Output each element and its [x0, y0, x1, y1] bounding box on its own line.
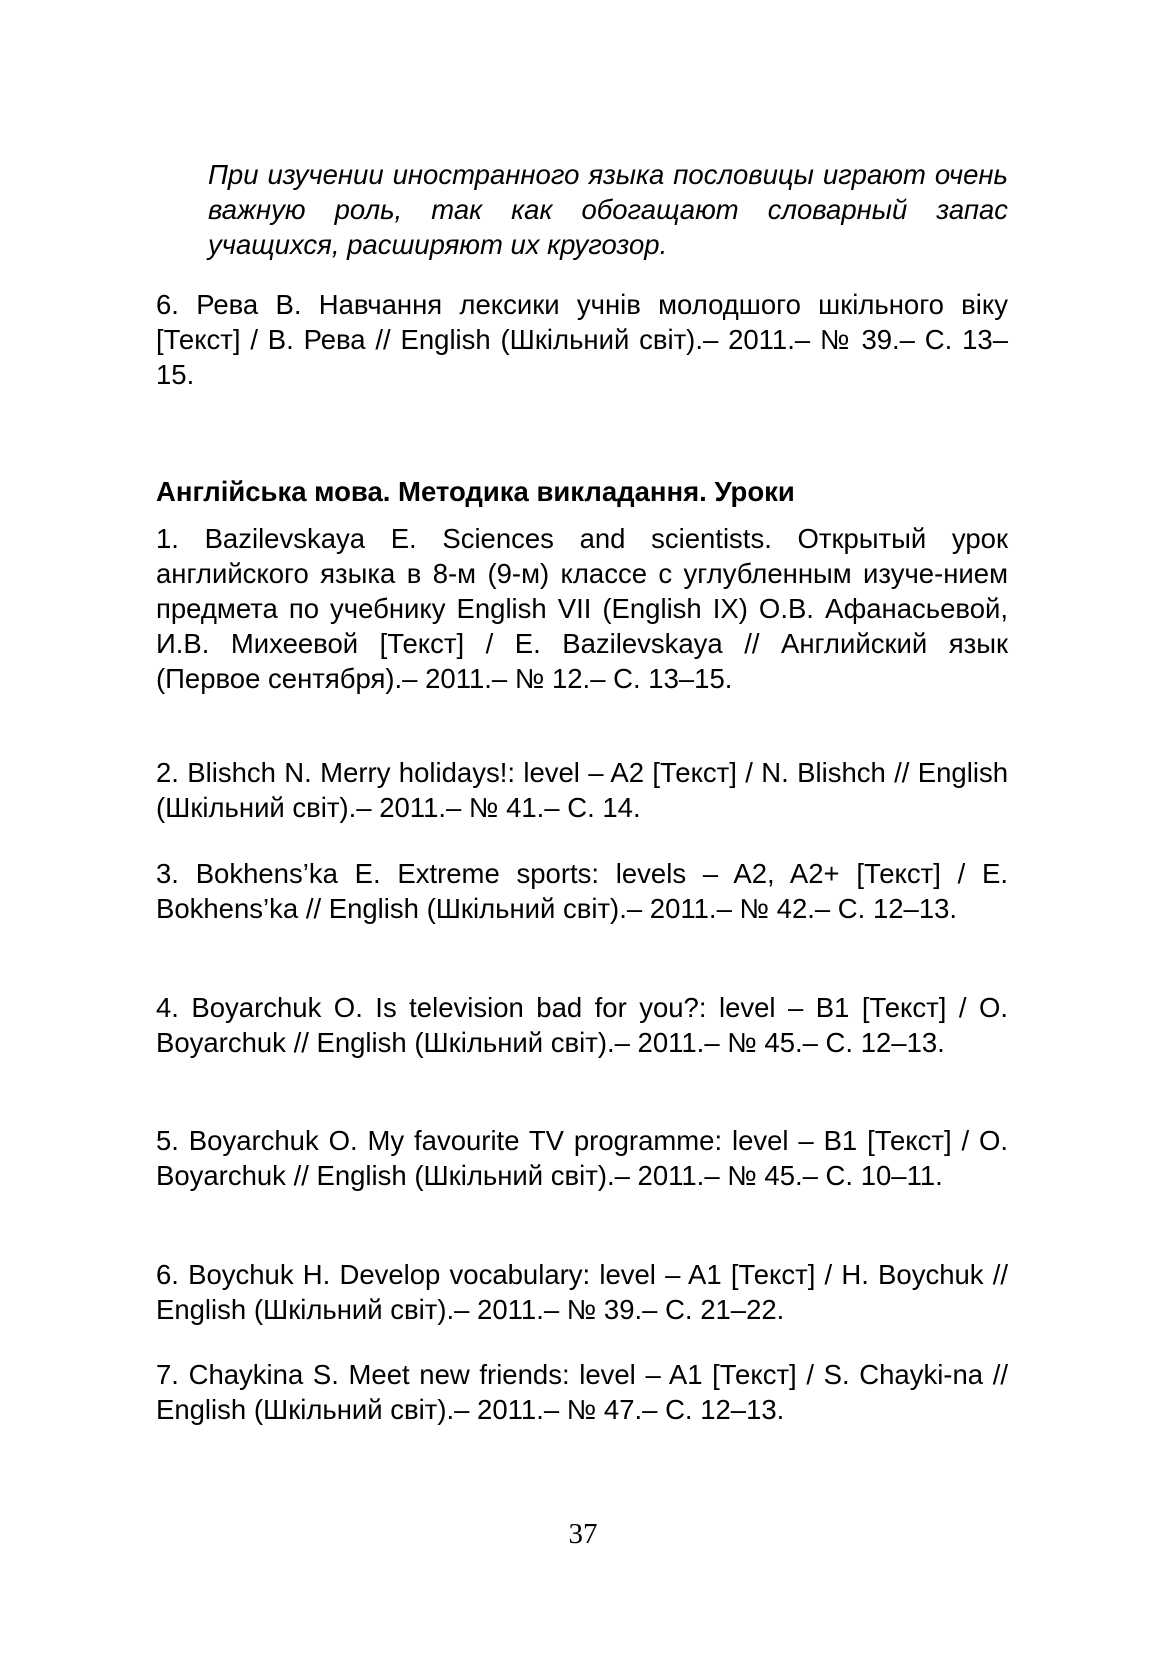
- section-heading: Англійська мова. Методика викладання. Уроки: [156, 476, 795, 507]
- quote-paragraph: При изучении иностранного языка пословицы играют очень важную роль, так как обогащают словарный запас учащихся, расширяют их кругозор.: [208, 159, 1008, 260]
- bibliography-entry: 7. Chaykina S. Meet new friends: level – A1 [Текст] / S. Chayki-na // English (Шкільний світ).– 2011.– № 47.– С. 12–13.: [156, 1359, 1008, 1425]
- bibliography-entry: 6. Рева В. Навчання лексики учнів молодшого шкільного віку [Текст] / В. Рева // English (Шкільний світ).– 2011.– № 39.– С. 13–15.: [156, 289, 1008, 390]
- bibliography-entry: 6. Boychuk H. Develop vocabulary: level – A1 [Текст] / H. Boychuk // English (Шкільний світ).– 2011.– № 39.– С. 21–22.: [156, 1259, 1008, 1325]
- bibliography-entry: 5. Boyarchuk O. My favourite TV programme: level – B1 [Текст] / O. Boyarchuk // English (Шкільний світ).– 2011.– № 45.– С. 10–11.: [156, 1125, 1008, 1191]
- bibliography-entry: 3. Bokhens’ka E. Extreme sports: levels – A2, A2+ [Текст] / E. Bokhens’ka // English (Шкільний світ).– 2011.– № 42.– С. 12–13.: [156, 858, 1008, 924]
- bibliography-entry: 2. Blishch N. Merry holidays!: level – A2 [Текст] / N. Blishch // English (Шкільний світ).– 2011.– № 41.– С. 14.: [156, 757, 1008, 823]
- page-number: 37: [568, 1518, 598, 1550]
- bibliography-entry: 1. Bazilevskaya E. Sciences and scientists. Открытый урок английского языка в 8-м (9-м) классе с углубленным изуче-нием предмета по учебнику English VII (English IX) О.В. Афанасьевой, И.В. Михеевой [Текст] / E. Bazilevskaya // Английский язык (Первое сентября).– 2011.– № 12.– С. 13–15.: [156, 523, 1008, 694]
- bibliography-entry: 4. Boyarchuk O. Is television bad for you?: level – B1 [Текст] / O. Boyarchuk // English (Шкільний світ).– 2011.– № 45.– С. 12–13.: [156, 992, 1008, 1058]
